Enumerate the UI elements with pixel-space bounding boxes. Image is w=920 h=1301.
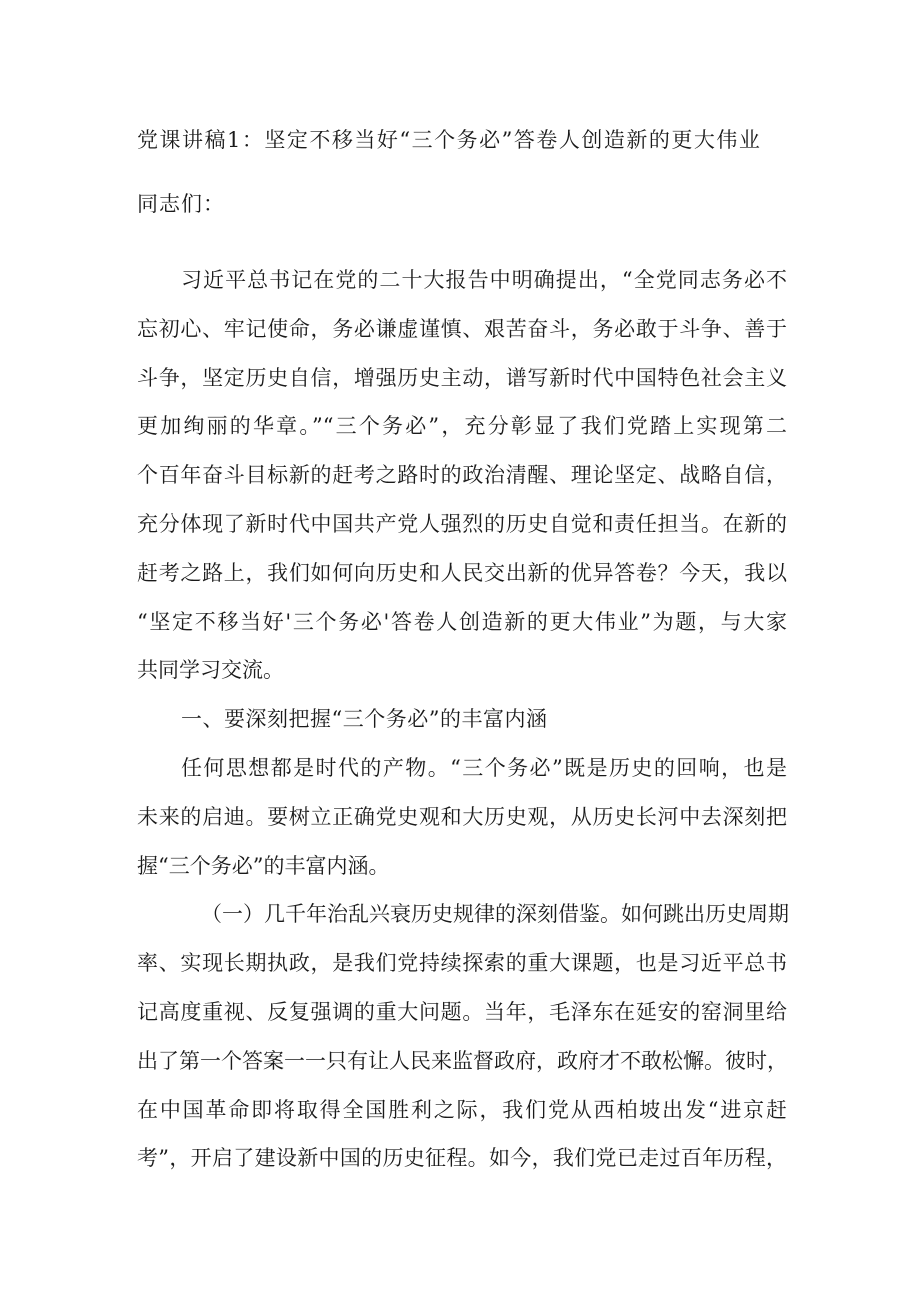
text-line: 在中国革命即将取得全国胜利之际，我们党从西柏坡出发“进京赶 — [137, 1097, 787, 1122]
section-heading: 一、要深刻把握“三个务必”的丰富内涵 — [181, 707, 548, 732]
text-line: 率、实现长期执政，是我们党持续探索的重大课题，也是习近平总书 — [137, 951, 787, 976]
text-line: 握“三个务必”的丰富内涵。 — [137, 853, 390, 878]
text-line: 共同学习交流。 — [137, 658, 284, 683]
text-line: 斗争，坚定历史自信，增强历史主动，谱写新时代中国特色社会主义 — [137, 365, 787, 390]
text-line: 考”，开启了建设新中国的历史征程。如今，我们党已走过百年历程， — [137, 1146, 787, 1171]
text-line: 未来的启迪。要树立正确党史观和大历史观，从历史长河中去深刻把 — [137, 804, 787, 829]
text-line: 出了第一个答案一一只有让人民来监督政府，政府才不敢松懈。彼时， — [137, 1048, 788, 1073]
text-line: 个百年奋斗目标新的赶考之路时的政治清醒、理论坚定、战略自信， — [137, 463, 787, 488]
text-line: 任何思想都是时代的产物。“三个务必”既是历史的回响，也是 — [181, 755, 787, 780]
text-line: “坚定不移当好'三个务必'答卷人创造新的更大伟业”为题，与大家 — [137, 609, 787, 634]
greeting: 同志们： — [137, 192, 225, 216]
text-line: 赶考之路上，我们如何向历史和人民交出新的优异答卷？今天，我以 — [137, 560, 787, 585]
document-title: 党课讲稿1：坚定不移当好“三个务必”答卷人创造新的更大伟业 — [137, 128, 762, 152]
document-body — [137, 264, 787, 1191]
text-line: 忘初心、牢记使命，务必谦虚谨慎、艰苦奋斗，务必敢于斗争、善于 — [137, 316, 787, 341]
text-line: 习近平总书记在党的二十大报告中明确提出，“全党同志务必不 — [181, 268, 787, 292]
text-line: 充分体现了新时代中国共产党人强烈的历史自觉和责任担当。在新的 — [137, 511, 787, 536]
text-line: 记高度重视、反复强调的重大问题。当年，毛泽东在延安的窑洞里给 — [137, 999, 787, 1024]
subsection-line: （一）几千年治乱兴衰历史规律的深刻借鉴。如何跳出历史周期 — [201, 902, 789, 927]
text-line: 更加绚丽的华章。”“三个务必”，充分彰显了我们党踏上实现第二 — [137, 414, 787, 439]
